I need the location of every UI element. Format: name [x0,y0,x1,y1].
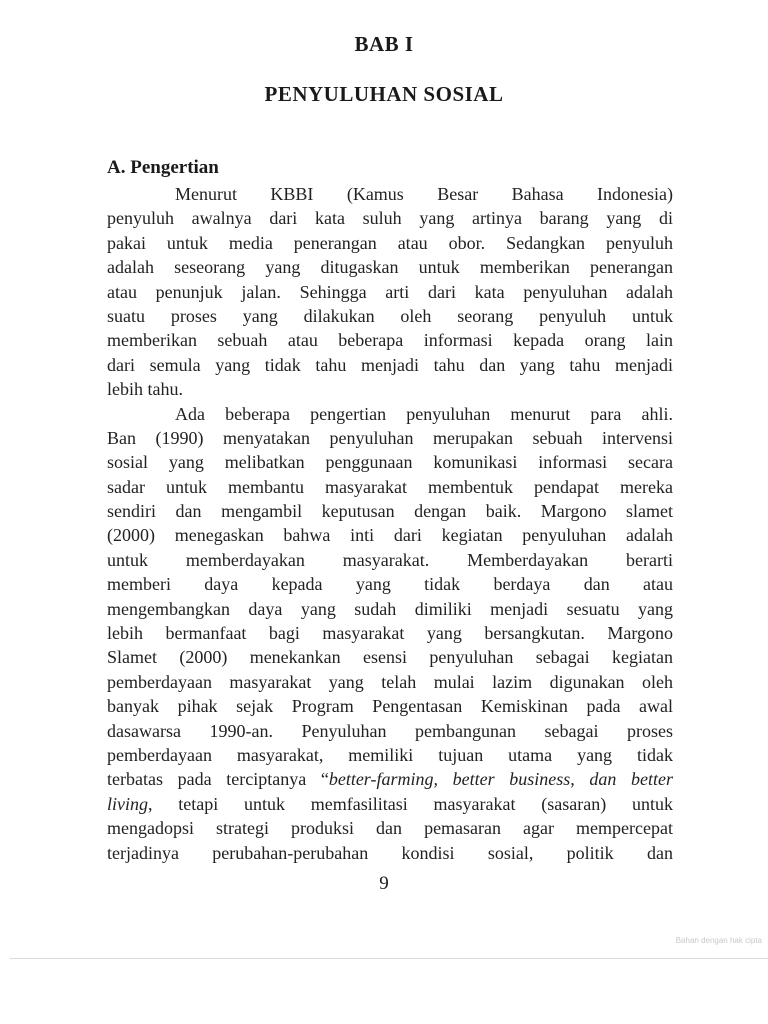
italic-phrase: better-farming, better business, dan better [328,769,673,790]
paragraph-line: sosial yang melibatkan penggunaan komunikasi informasi secara [107,452,673,473]
paragraph-line: sadar untuk membantu masyarakat membentuk pendapat mereka [107,476,673,497]
chapter-title: PENYULUHAN SOSIAL [264,82,504,106]
paragraph-line: untuk memberdayakan masyarakat. Memberdayakan berarti [107,549,673,570]
chapter-number: BAB I [354,32,414,56]
italic-phrase: living [107,793,148,814]
paragraph-text: , tetapi untuk memfasilitasi masyarakat (sasaran) untuk [148,793,673,814]
paragraph-line: adalah seseorang yang ditugaskan untuk memberikan penerangan [107,257,673,278]
paragraph-line: lebih tahu. [107,379,183,400]
paragraph-line: Ban (1990) menyatakan penyuluhan merupakan sebuah intervensi [107,427,673,448]
paragraph-line [107,767,673,791]
paragraph-line: memberi daya kepada yang tidak berdaya dan atau [107,574,673,595]
paragraph-line: Ada beberapa pengertian penyuluhan menurut para ahli. [175,403,673,424]
section-heading: A. Pengertian [107,157,219,178]
paragraph-line: Slamet (2000) menekankan esensi penyuluhan sebagai kegiatan [107,647,673,668]
paragraph-line: pemberdayaan masyarakat, memiliki tujuan utama yang tidak [107,744,673,765]
paragraph-line: (2000) menegaskan bahwa inti dari kegiatan penyuluhan adalah [107,525,673,546]
page-divider [10,958,768,959]
paragraph-line: suatu proses yang dilakukan oleh seorang penyuluh untuk [107,305,673,326]
paragraph-line: atau penunjuk jalan. Sehingga arti dari kata penyuluhan adalah [107,281,673,302]
paragraph-line: memberikan sebuah atau beberapa informasi kepada orang lain [107,330,673,351]
paragraph-line: terjadinya perubahan-perubahan kondisi sosial, politik dan [107,842,673,863]
body-text [107,182,673,865]
paragraph-line: sendiri dan mengambil keputusan dengan baik. Margono slamet [107,501,673,522]
paragraph-line: lebih bermanfaat bagi masyarakat yang bersangkutan. Margono [107,623,673,644]
paragraph-line: pemberdayaan masyarakat yang telah mulai lazim digunakan oleh [107,671,673,692]
copyright-watermark: Bahan dengan hak cipta [675,936,762,945]
paragraph-line: dari semula yang tidak tahu menjadi tahu dan yang tahu menjadi [107,354,673,375]
paragraph-line: banyak pihak sejak Program Pengentasan Kemiskinan pada awal [107,696,673,717]
page-number: 9 [379,873,389,894]
paragraph-line: penyuluh awalnya dari kata suluh yang artinya barang yang di [107,208,673,229]
paragraph-line: mengembangkan daya yang sudah dimiliki menjadi sesuatu yang [107,598,673,619]
paragraph-line: Menurut KBBI (Kamus Besar Bahasa Indonesia) [175,184,673,204]
paragraph-line [107,792,673,816]
paragraph-line: pakai untuk media penerangan atau obor. Sedangkan penyuluh [107,232,673,253]
paragraph-line: mengadopsi strategi produksi dan pemasaran agar mempercepat [107,818,673,839]
paragraph-line: dasawarsa 1990-an. Penyuluhan pembangunan sebagai proses [107,720,673,741]
paragraph-text: terbatas pada terciptanya “ [107,769,329,790]
